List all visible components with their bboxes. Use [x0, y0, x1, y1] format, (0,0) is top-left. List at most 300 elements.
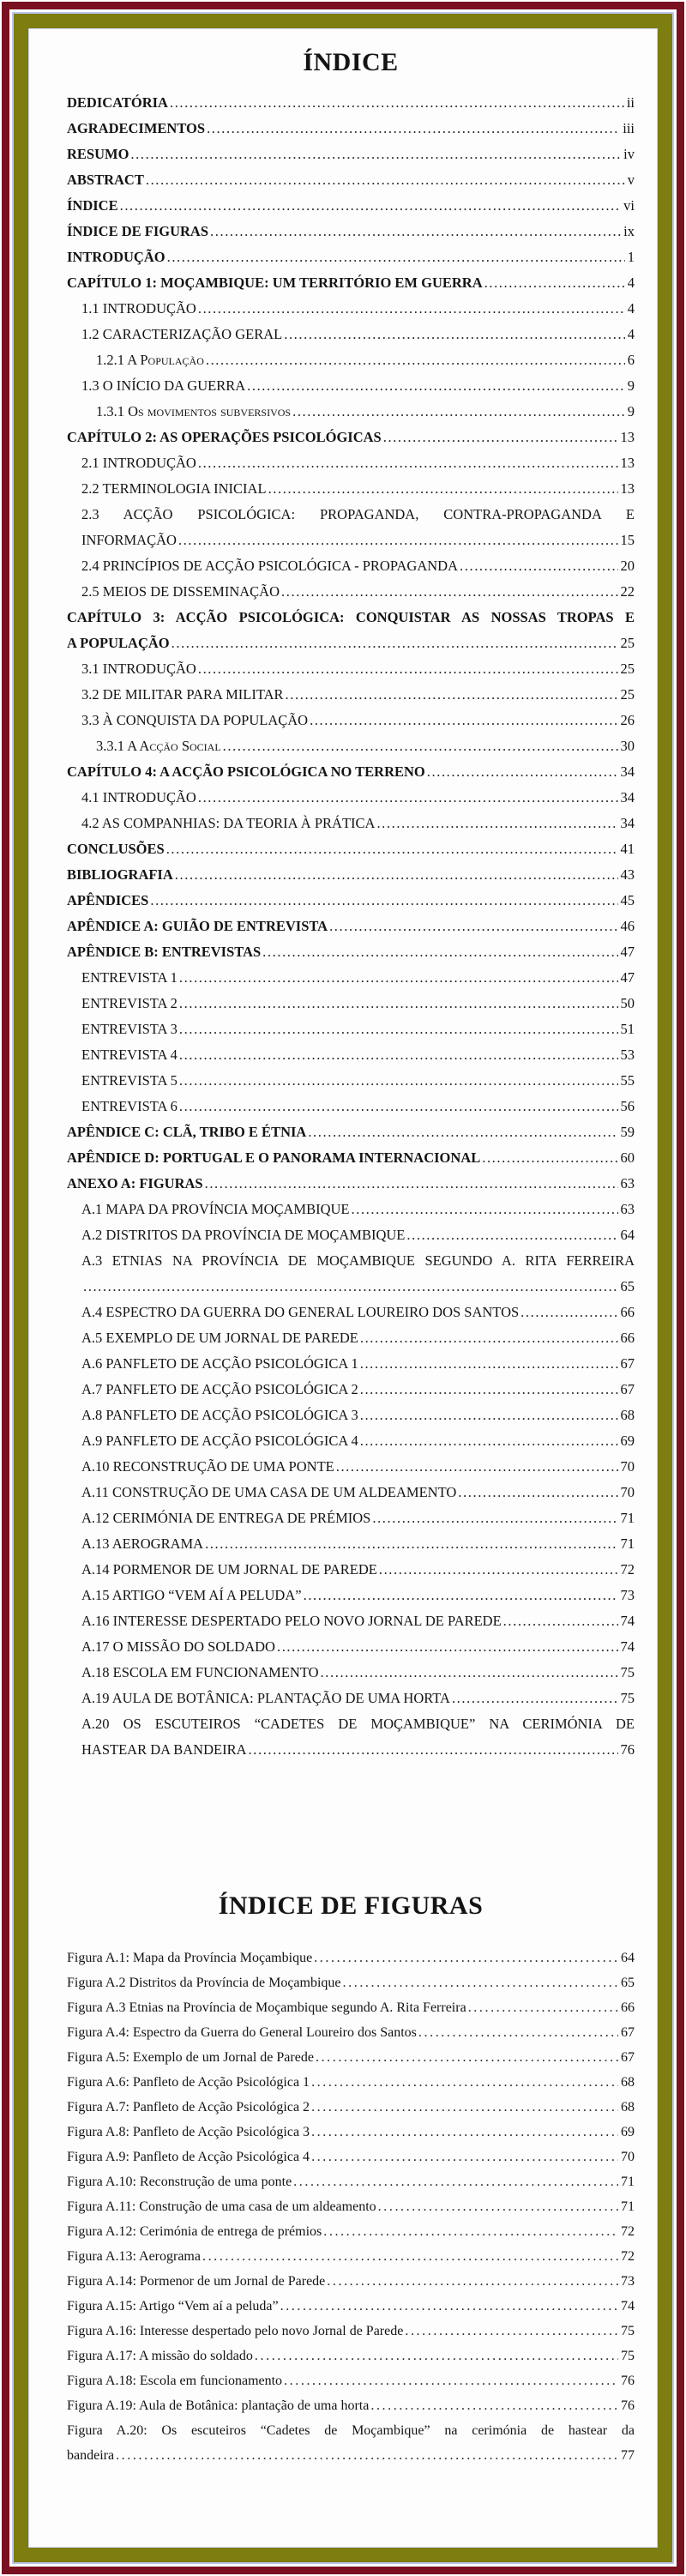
page-number: 25 — [620, 661, 635, 677]
dot-leader — [468, 2000, 618, 2016]
entry-label: 1.2.1 A População — [96, 352, 204, 368]
dot-leader — [284, 2373, 618, 2389]
figure-entry — [67, 2149, 635, 2165]
entry-label: 2.4 PRINCÍPIOS DE ACÇÃO PSICOLÓGICA - PROPAGANDA — [81, 558, 459, 574]
dot-leader — [206, 352, 625, 368]
page-number: 75 — [620, 1690, 635, 1706]
dot-leader — [179, 969, 618, 986]
dot-leader — [304, 1587, 618, 1603]
toc-entry — [67, 1098, 635, 1114]
figure-entry — [67, 2447, 635, 2464]
entry-label: CAPÍTULO 4: A ACÇÃO PSICOLÓGICA NO TERRENO — [67, 763, 425, 780]
entry-label: Figura A.17: A missão do soldado — [67, 2349, 253, 2363]
dot-leader — [249, 1741, 618, 1758]
entry-label: Figura A.3 Etnias na Província de Moçambique segundo A. Rita Ferreira — [67, 2000, 466, 2015]
toc-entry — [67, 558, 635, 574]
toc-entry — [67, 841, 635, 857]
figure-entry — [67, 2398, 635, 2414]
dot-leader — [286, 686, 618, 703]
toc-entry — [67, 455, 635, 471]
dot-leader — [418, 2024, 618, 2041]
toc-entry — [67, 686, 635, 703]
entry-label: Figura A.12: Cerimónia de entrega de prémios — [67, 2224, 322, 2239]
dot-leader — [146, 172, 625, 188]
toc-entry — [67, 1124, 635, 1140]
entry-label: APÊNDICES — [67, 892, 149, 908]
page-number: 13 — [620, 429, 635, 445]
page-number: 34 — [620, 815, 635, 831]
page-number: 74 — [620, 1638, 635, 1655]
dot-leader — [360, 1330, 618, 1346]
page-number: 56 — [620, 1098, 635, 1114]
entry-label: RESUMO — [67, 146, 129, 162]
entry-label: A.17 O MISSÃO DO SOLDADO — [81, 1638, 275, 1655]
dot-leader — [247, 377, 625, 394]
dot-leader — [336, 1458, 618, 1475]
toc-entry — [67, 249, 635, 265]
entry-label: 4.2 AS COMPANHIAS: DA TEORIA À PRÁTICA — [81, 815, 376, 831]
toc-entry — [67, 866, 635, 883]
dot-leader — [484, 274, 625, 291]
dot-leader — [198, 455, 618, 471]
page-number: 67 — [621, 2025, 635, 2040]
dot-leader — [372, 1510, 617, 1526]
entry-label: 3.1 INTRODUÇÃO — [81, 661, 196, 677]
page-number: 75 — [621, 2349, 635, 2363]
page-number: vi — [623, 197, 635, 214]
page-number: 67 — [620, 1355, 635, 1372]
entry-label: ENTREVISTA 2 — [81, 995, 178, 1011]
entry-label: ENTREVISTA 5 — [81, 1072, 178, 1089]
page-number: 15 — [620, 532, 635, 548]
toc-list — [67, 94, 635, 1758]
toc-entry — [67, 1304, 635, 1320]
dot-leader — [405, 2323, 618, 2339]
figure-entry — [67, 2373, 635, 2389]
dot-leader — [277, 1638, 618, 1655]
toc-entry — [67, 1149, 635, 1166]
dot-leader — [311, 2124, 618, 2140]
page-number: 9 — [627, 377, 635, 394]
dot-leader — [343, 1975, 618, 1991]
toc-entry — [67, 1561, 635, 1578]
dot-leader — [207, 120, 620, 136]
dot-leader — [293, 2174, 618, 2190]
entry-label: A POPULAÇÃO — [67, 635, 170, 651]
page-number: 47 — [620, 944, 635, 960]
page-number: 4 — [627, 326, 635, 342]
paper-sheet — [28, 28, 658, 2548]
toc-entry — [67, 661, 635, 677]
dot-leader — [311, 2149, 618, 2165]
page-number: 1 — [627, 249, 635, 265]
toc-entry — [67, 969, 635, 986]
entry-label: CAPÍTULO 2: AS OPERAÇÕES PSICOLÓGICAS — [67, 429, 382, 445]
entry-label: ABSTRACT — [67, 172, 144, 188]
toc-entry — [67, 1535, 635, 1552]
dot-leader — [198, 789, 618, 805]
entry-label: A.5 EXEMPLO DE UM JORNAL DE PAREDE — [81, 1330, 358, 1346]
toc-entry — [67, 1741, 635, 1758]
entry-label: Figura A.14: Pormenor de um Jornal de Parede — [67, 2274, 326, 2289]
toc-entry — [67, 146, 635, 162]
entry-label: A.9 PANFLETO DE ACÇÃO PSICOLÓGICA 4 — [81, 1433, 358, 1449]
entry-label: A.2 DISTRITOS DA PROVÍNCIA DE MOÇAMBIQUE — [81, 1227, 406, 1243]
page-number: 50 — [620, 995, 635, 1011]
dot-leader — [284, 326, 625, 342]
entry-label: CAPÍTULO 1: MOÇAMBIQUE: UM TERRITÓRIO EM GUERRA — [67, 274, 483, 291]
toc-entry — [67, 635, 635, 651]
toc-entry — [67, 352, 635, 368]
page-number: 55 — [620, 1072, 635, 1089]
entry-label: INFORMAÇÃO — [81, 532, 177, 548]
toc-entry — [67, 1587, 635, 1603]
entry-label: HASTEAR DA BANDEIRA — [81, 1741, 247, 1758]
inner-olive-frame — [14, 14, 672, 2562]
entry-label: A.10 RECONSTRUÇÃO DE UMA PONTE — [81, 1458, 334, 1475]
dot-leader — [383, 429, 618, 445]
page-number: 34 — [620, 789, 635, 805]
entry-label: A.8 PANFLETO DE ACÇÃO PSICOLÓGICA 3 — [81, 1407, 358, 1423]
entry-label: 1.1 INTRODUÇÃO — [81, 300, 196, 317]
dot-leader — [172, 635, 618, 651]
dot-leader — [329, 918, 617, 934]
page-number: 63 — [620, 1201, 635, 1217]
entry-label: CONCLUSÕES — [67, 841, 165, 857]
toc-entry-line1: CAPÍTULO 3: ACÇÃO PSICOLÓGICA: CONQUISTAR AS NOSSAS TROPAS E — [67, 609, 635, 625]
entry-label: A.1 MAPA DA PROVÍNCIA MOÇAMBIQUE — [81, 1201, 350, 1217]
entry-label: ÍNDICE — [67, 197, 118, 214]
entry-label: ANEXO A: FIGURAS — [67, 1175, 203, 1191]
entry-label: A.19 AULA DE BOTÂNICA: PLANTAÇÃO DE UMA HORTA — [81, 1690, 450, 1706]
toc-entry — [67, 712, 635, 728]
entry-label: Figura A.1: Mapa da Província Moçambique — [67, 1951, 313, 1965]
page-number: 70 — [620, 1458, 635, 1475]
page-number: 68 — [621, 2100, 635, 2114]
entry-label: APÊNDICE A: GUIÃO DE ENTREVISTA — [67, 918, 328, 934]
entry-label: ENTREVISTA 6 — [81, 1098, 178, 1114]
dot-leader — [308, 1124, 617, 1140]
dot-leader — [360, 1433, 618, 1449]
page-number: 13 — [620, 480, 635, 497]
dot-leader — [202, 2248, 618, 2265]
figure-entry — [67, 2298, 635, 2314]
dot-leader — [179, 1098, 618, 1114]
toc-entry — [67, 1047, 635, 1063]
toc-entry — [67, 815, 635, 831]
page-number: 72 — [621, 2249, 635, 2264]
entry-label: A.15 ARTIGO “VEM AÍ A PELUDA” — [81, 1587, 302, 1603]
toc-entry — [67, 1690, 635, 1706]
toc-entry — [67, 172, 635, 188]
dot-leader — [452, 1690, 618, 1706]
toc-entry — [67, 583, 635, 600]
entry-label: Figura A.10: Reconstrução de uma ponte — [67, 2175, 292, 2189]
entry-label: A.16 INTERESSE DESPERTADO PELO NOVO JORNAL DE PAREDE — [81, 1613, 502, 1629]
figure-entry — [67, 2124, 635, 2140]
toc-entry — [67, 1278, 635, 1294]
dot-leader — [406, 1227, 617, 1243]
toc-entry — [67, 918, 635, 934]
page-number: 4 — [627, 300, 635, 317]
dot-leader — [316, 2049, 618, 2066]
page-number: 51 — [620, 1021, 635, 1037]
toc-entry — [67, 326, 635, 342]
toc-entry — [67, 1510, 635, 1526]
figure-entry-line1: Figura A.20: Os escuteiros “Cadetes de Moçambique” na cerimónia de hastear da — [67, 2423, 635, 2438]
entry-label: A.6 PANFLETO DE ACÇÃO PSICOLÓGICA 1 — [81, 1355, 358, 1372]
page-number: 68 — [621, 2075, 635, 2090]
toc-entry — [67, 197, 635, 214]
dot-leader — [262, 944, 617, 960]
toc-entry — [67, 738, 635, 754]
page-number: 74 — [621, 2299, 635, 2314]
entry-label: A.11 CONSTRUÇÃO DE UMA CASA DE UM ALDEAMENTO — [81, 1484, 457, 1500]
figure-entry — [67, 2199, 635, 2215]
page-number: ix — [623, 223, 635, 239]
dot-leader — [314, 1950, 618, 1966]
dot-leader — [179, 1047, 618, 1063]
entry-label: APÊNDICE B: ENTREVISTAS — [67, 944, 262, 960]
dot-leader — [205, 1175, 618, 1191]
page-number: 71 — [620, 1510, 635, 1526]
page-number: 4 — [627, 274, 635, 291]
page-number: 73 — [620, 1587, 635, 1603]
toc-entry — [67, 120, 635, 136]
dot-leader — [360, 1407, 618, 1423]
page-number: 69 — [621, 2125, 635, 2139]
entry-label: Figura A.19: Aula de Botânica: plantação de uma horta — [67, 2398, 370, 2413]
page-number: 60 — [620, 1149, 635, 1166]
dot-leader — [292, 403, 625, 419]
entry-label: AGRADECIMENTOS — [67, 120, 206, 136]
toc-entry — [67, 274, 635, 291]
toc-entry — [67, 1355, 635, 1372]
entry-label: Figura A.6: Panfleto de Acção Psicológica 1 — [67, 2075, 310, 2090]
figure-entry — [67, 2000, 635, 2016]
dot-leader — [170, 94, 624, 111]
dot-leader — [360, 1355, 618, 1372]
figure-entry — [67, 2024, 635, 2041]
entry-label: Figura A.5: Exemplo de um Jornal de Parede — [67, 2050, 314, 2065]
toc-entry — [67, 1407, 635, 1423]
toc-entry — [67, 1458, 635, 1475]
entry-label: 3.3.1 A Acção Social — [96, 738, 221, 754]
page-number: 63 — [620, 1175, 635, 1191]
page-number: 76 — [621, 2398, 635, 2413]
dot-leader — [376, 815, 617, 831]
dot-leader — [310, 712, 617, 728]
page-number: 41 — [620, 841, 635, 857]
entry-label: 2.1 INTRODUÇÃO — [81, 455, 196, 471]
dot-leader — [175, 866, 618, 883]
entry-label: BIBLIOGRAFIA — [67, 866, 173, 883]
page-number: 67 — [620, 1381, 635, 1397]
toc-entry-line1: A.3 ETNIAS NA PROVÍNCIA DE MOÇAMBIQUE SEGUNDO A. RITA FERREIRA — [81, 1252, 635, 1269]
dot-leader — [83, 1278, 618, 1294]
page-number: 67 — [621, 2050, 635, 2065]
dot-leader — [255, 2348, 618, 2364]
outer-maroon-frame — [2, 2, 684, 2574]
toc-entry — [67, 1227, 635, 1243]
figure-entry — [67, 2049, 635, 2066]
toc-entry — [67, 1330, 635, 1346]
figure-entry — [67, 2248, 635, 2265]
dot-leader — [323, 2223, 618, 2240]
page-number: ii — [626, 94, 635, 111]
figure-entry — [67, 2323, 635, 2339]
page-number: 43 — [620, 866, 635, 883]
dot-leader — [179, 995, 618, 1011]
dot-leader — [130, 146, 621, 162]
dot-leader — [178, 532, 618, 548]
dot-leader — [503, 1613, 618, 1629]
toc-entry — [67, 300, 635, 317]
dot-leader — [116, 2447, 618, 2464]
figure-entry — [67, 2223, 635, 2240]
figure-entry — [67, 2074, 635, 2090]
dot-leader — [268, 480, 618, 497]
entry-label: 1.3.1 Os movimentos subversivos — [96, 403, 292, 419]
page-number: iv — [623, 146, 635, 162]
page-number: 47 — [620, 969, 635, 986]
dot-leader — [460, 558, 617, 574]
figure-entry — [67, 2174, 635, 2190]
page-number: 66 — [620, 1304, 635, 1320]
entry-label: APÊNDICE D: PORTUGAL E O PANORAMA INTERNACIONAL — [67, 1149, 481, 1166]
dot-leader — [150, 892, 617, 908]
entry-label: ENTREVISTA 3 — [81, 1021, 178, 1037]
page-number: 26 — [620, 712, 635, 728]
dot-leader — [179, 1072, 618, 1089]
entry-label: bandeira — [67, 2448, 115, 2463]
dot-leader — [198, 661, 618, 677]
entry-label: 1.2 CARACTERIZAÇÃO GERAL — [81, 326, 283, 342]
page-number: 75 — [621, 2324, 635, 2338]
page-number: 73 — [621, 2274, 635, 2289]
dot-leader — [327, 2273, 618, 2289]
page-number: 13 — [620, 455, 635, 471]
page-number: 9 — [627, 403, 635, 419]
entry-label: 1.3 O INÍCIO DA GUERRA — [81, 377, 246, 394]
page-number: 25 — [620, 686, 635, 703]
page-number: 65 — [621, 1976, 635, 1990]
entry-label: APÊNDICE C: CLÃ, TRIBO E ÉTNIA — [67, 1124, 307, 1140]
entry-label: Figura A.9: Panfleto de Acção Psicológica 4 — [67, 2150, 310, 2164]
toc-entry — [67, 1664, 635, 1680]
dot-leader — [280, 2298, 618, 2314]
dot-leader — [360, 1381, 618, 1397]
toc-entry — [67, 789, 635, 805]
page-number: 30 — [620, 738, 635, 754]
page-number: 68 — [620, 1407, 635, 1423]
toc-entry-line1: A.20 OS ESCUTEIROS “CADETES DE MOÇAMBIQUE” NA CERIMÓNIA DE — [81, 1716, 635, 1732]
toc-entry — [67, 1638, 635, 1655]
toc-entry — [67, 1072, 635, 1089]
dot-leader — [482, 1149, 617, 1166]
entry-label: Figura A.4: Espectro da Guerra do General Loureiro dos Santos — [67, 2025, 417, 2040]
entry-label: A.7 PANFLETO DE ACÇÃO PSICOLÓGICA 2 — [81, 1381, 358, 1397]
entry-label: Figura A.2 Distritos da Província de Moçambique — [67, 1976, 341, 1990]
page-number: 66 — [620, 1330, 635, 1346]
dot-leader — [166, 841, 618, 857]
entry-label: A.4 ESPECTRO DA GUERRA DO GENERAL LOUREIRO DOS SANTOS — [81, 1304, 520, 1320]
page-number: 71 — [621, 2175, 635, 2189]
figure-entry — [67, 1950, 635, 1966]
page-number: 65 — [620, 1278, 635, 1294]
dot-leader — [378, 2199, 618, 2215]
page-number: 70 — [621, 2150, 635, 2164]
entry-label: ENTREVISTA 4 — [81, 1047, 178, 1063]
entry-label: Figura A.13: Aerograma — [67, 2249, 201, 2264]
entry-label: ÍNDICE DE FIGURAS — [67, 223, 209, 239]
entry-label: 2.2 TERMINOLOGIA INICIAL — [81, 480, 267, 497]
page-number: 76 — [621, 2374, 635, 2388]
toc-entry — [67, 1433, 635, 1449]
toc-entry — [67, 223, 635, 239]
entry-label: DEDICATÓRIA — [67, 94, 168, 111]
page-number: 72 — [621, 2224, 635, 2239]
page-number: 34 — [620, 763, 635, 780]
page-number: 69 — [620, 1433, 635, 1449]
dot-leader — [198, 300, 625, 317]
entry-label: 3.2 DE MILITAR PARA MILITAR — [81, 686, 284, 703]
page-number: 46 — [620, 918, 635, 934]
dot-leader — [167, 249, 625, 265]
toc-entry — [67, 1484, 635, 1500]
dot-leader — [205, 1535, 617, 1552]
toc-entry — [67, 377, 635, 394]
toc-entry — [67, 1175, 635, 1191]
entry-label: 3.3 À CONQUISTA DA POPULAÇÃO — [81, 712, 309, 728]
page-number: 75 — [620, 1664, 635, 1680]
figure-entry — [67, 2273, 635, 2289]
entry-label: ENTREVISTA 1 — [81, 969, 178, 986]
toc-entry — [67, 1381, 635, 1397]
toc-entry — [67, 995, 635, 1011]
entry-label: INTRODUÇÃO — [67, 249, 165, 265]
page-number: 71 — [620, 1535, 635, 1552]
toc-entry — [67, 892, 635, 908]
dot-leader — [223, 738, 618, 754]
entry-label: 2.5 MEIOS DE DISSEMINAÇÃO — [81, 583, 280, 600]
dot-leader — [352, 1201, 618, 1217]
page-number: 76 — [620, 1741, 635, 1758]
toc-entry — [67, 94, 635, 111]
figure-entry — [67, 2099, 635, 2115]
dot-leader — [370, 2398, 618, 2414]
toc-entry — [67, 1201, 635, 1217]
dot-leader — [311, 2074, 618, 2090]
page-content — [29, 29, 657, 2547]
entry-label: Figura A.18: Escola em funcionamento — [67, 2374, 283, 2388]
entry-label: Figura A.7: Panfleto de Acção Psicológica 2 — [67, 2100, 310, 2114]
toc-entry — [67, 1021, 635, 1037]
page-number: 6 — [627, 352, 635, 368]
page-number: 59 — [620, 1124, 635, 1140]
dot-leader — [179, 1021, 618, 1037]
entry-label: 4.1 INTRODUÇÃO — [81, 789, 196, 805]
page-number: 64 — [621, 1951, 635, 1965]
page-number: 77 — [621, 2448, 635, 2463]
dot-leader — [321, 1664, 618, 1680]
entry-label: Figura A.8: Panfleto de Acção Psicológica 3 — [67, 2125, 310, 2139]
page-number: 45 — [620, 892, 635, 908]
toc-entry-line1: 2.3 ACÇÃO PSICOLÓGICA: PROPAGANDA, CONTRA-PROPAGANDA E — [81, 506, 635, 522]
dot-leader — [311, 2099, 618, 2115]
toc-entry — [67, 403, 635, 419]
dot-leader — [281, 583, 617, 600]
